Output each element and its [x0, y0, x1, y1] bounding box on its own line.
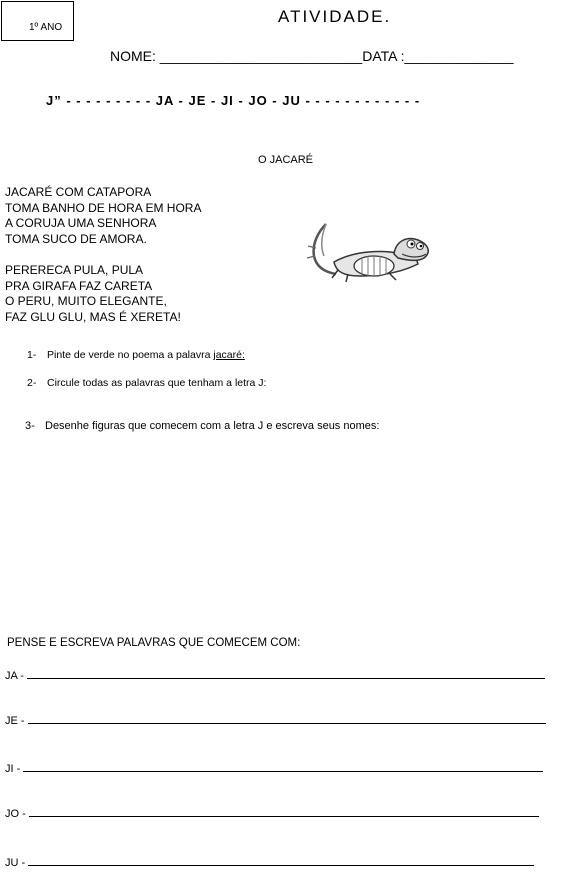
answer-blank[interactable]: [23, 762, 543, 772]
question-number: 3-: [25, 420, 35, 432]
poem-line: O PERU, MUITO ELEGANTE,: [5, 294, 167, 309]
practice-prefix: JA -: [5, 670, 24, 682]
question-number: 2-: [27, 377, 37, 389]
syllables-line: J” - - - - - - - - - JA - JE - JI - JO - JU - - - - - - - - - - - -: [46, 93, 421, 108]
poem-line: PERERECA PULA, PULA: [5, 263, 144, 277]
practice-prefix: JI -: [5, 763, 21, 775]
poem-line: PRA GIRAFA FAZ CARETA: [5, 278, 153, 293]
question-2: [27, 377, 266, 389]
question-number: 1-: [27, 349, 37, 361]
practice-prefix: JO -: [5, 808, 26, 820]
practice-prefix: JU -: [5, 857, 26, 869]
answer-blank[interactable]: [27, 669, 545, 679]
alligator-lying-icon: [298, 218, 434, 286]
practice-line-je: [5, 714, 546, 727]
question-3: [25, 420, 379, 432]
poem-line: JACARÉ COM CATAPORA: [5, 185, 152, 199]
page-title: ATIVIDADE.: [278, 7, 392, 26]
poem-line: TOMA SUCO DE AMORA.: [5, 231, 147, 246]
grade-box: [1, 1, 74, 41]
poem-stanza-1: [5, 185, 201, 247]
practice-heading: PENSE E ESCREVA PALAVRAS QUE COMECEM COM:: [7, 637, 301, 649]
question-text: Circule todas as palavras que tenham a letra J:: [47, 377, 267, 389]
practice-line-ju: [5, 856, 534, 869]
practice-line-ja: [5, 669, 545, 682]
answer-blank[interactable]: [29, 807, 539, 817]
poem-line: A CORUJA UMA SENHORA: [5, 216, 157, 231]
grade-label: 1º ANO: [29, 22, 63, 33]
poem-stanza-2: [5, 263, 181, 325]
question-1: [27, 349, 245, 361]
question-text: Desenhe figuras que comecem com a letra J e escreva seus nomes:: [45, 420, 380, 432]
answer-blank[interactable]: [28, 714, 546, 724]
name-date-line: NOME: __________________________DATA :______________: [110, 48, 514, 64]
question-emphasis: jacaré:: [213, 349, 245, 361]
poem-title: O JACARÉ: [258, 154, 314, 166]
practice-line-jo: [5, 807, 539, 820]
question-text: Pinte de verde no poema a palavra: [47, 349, 214, 361]
poem-line: FAZ GLU GLU, MAS É XERETA!: [5, 309, 181, 324]
answer-blank[interactable]: [28, 856, 534, 866]
practice-line-ji: [5, 762, 543, 775]
poem-line: TOMA BANHO DE HORA EM HORA: [5, 200, 202, 215]
practice-prefix: JE -: [5, 715, 25, 727]
